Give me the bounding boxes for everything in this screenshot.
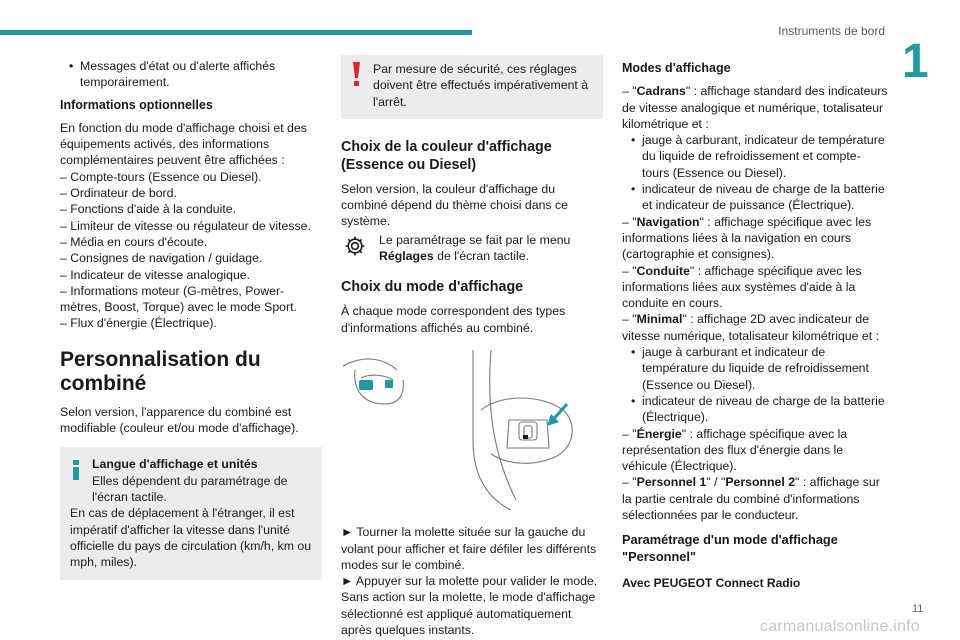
mode-conduite: – "Conduite" : affichage spécifique avec les informations liées aux systèmes d'aide à la conduite en cours. [622, 263, 862, 311]
warning-box [341, 55, 603, 119]
info-title: Langue d'affichage et unités [92, 457, 258, 472]
header-accent-bar [0, 30, 472, 35]
bullet-item: • indicateur de niveau de charge de la batterie et indicateur de puissance (Électrique). [631, 182, 885, 213]
warning-icon [353, 62, 361, 86]
customization-heading: Personnalisation du combiné [60, 347, 261, 395]
optional-info-list [60, 169, 322, 332]
column-1 [60, 58, 322, 580]
mode-choice-text: À chaque mode correspondent des types d'informations affichés au combiné. [341, 304, 566, 335]
bullet-item: • indicateur de niveau de charge de la batterie (Électrique). [631, 393, 885, 425]
list-item: – Consignes de navigation / guidage. [60, 251, 263, 266]
chapter-number: 1 [902, 35, 929, 88]
column-3 [622, 58, 888, 591]
mode-personnel: – "Personnel 1" / "Personnel 2" : affichage sur la partie centrale du combiné d'informations sélectionnées par le conducteur. [622, 475, 880, 523]
steering-wheel-illustration [341, 350, 603, 510]
info-icon [72, 460, 80, 480]
list-item: – Média en cours d'écoute. [60, 234, 208, 249]
bullet-item: • jauge à carburant et indicateur de température du liquide de refroidissement (Essence ou Diesel). [631, 345, 869, 392]
instruction-step: ► Appuyer sur la molette pour valider le mode. Sans action sur la molette, le mode d'affichage sélectionné est appliqué automatiquement après quelques instants. [341, 574, 598, 638]
list-item: – Fonctions d'aide à la conduite. [60, 202, 236, 217]
personal-mode-heading: Paramétrage d'un mode d'affichage "Personnel" [622, 532, 838, 564]
bullet-item: • Messages d'état ou d'alerte affichés temporairement. [69, 59, 276, 90]
display-modes-heading: Modes d'affichage [622, 61, 731, 75]
color-choice-heading: Choix de la couleur d'affichage (Essence ou Diesel) [341, 138, 552, 173]
mode-cadrans: – "Cadrans" : affichage standard des indicateurs de vitesse analogique et numérique, totalisateur kilométrique et : [622, 84, 888, 131]
column-2 [341, 58, 603, 638]
settings-note: Le paramétrage se fait par le menu Réglages de l'écran tactile. [341, 232, 603, 265]
warning-text: Par mesure de sécurité, ces réglages doivent être effectués impérativement à l'arrêt. [373, 62, 589, 109]
watermark: carmanualsonline.info [760, 618, 920, 635]
optional-info-heading: Informations optionnelles [60, 97, 213, 112]
customization-text: Selon version, l'apparence du combiné est modifiable (couleur et/ou mode d'affichage). [60, 404, 299, 436]
list-item: – Indicateur de vitesse analogique. [60, 267, 251, 282]
section-title: Instruments de bord [778, 24, 885, 38]
mode-navigation: – "Navigation" : affichage spécifique avec les informations liées à la navigation en cours (cartographie et consignes). [622, 214, 872, 262]
mode-minimal: – "Minimal" : affichage 2D avec indicateur de vitesse numérique, totalisateur kilométrique et : [622, 312, 879, 343]
list-item: – Ordinateur de bord. [60, 186, 177, 201]
color-choice-text: Selon version, la couleur d'affichage du combiné dépend du thème choisi dans ce système. [341, 181, 568, 229]
list-item: – Limiteur de vitesse ou régulateur de vitesse. [60, 218, 311, 233]
bullet-item: • jauge à carburant, indicateur de température du liquide de refroidissement et compte-tours (Essence ou Diesel). [631, 133, 885, 180]
list-item: – Flux d'énergie (Électrique). [60, 316, 217, 331]
list-item: – Informations moteur (G-mètres, Power-mètres, Boost, Torque) avec le mode Sport. [60, 283, 297, 315]
mode-energie: – "Énergie" : affichage spécifique avec la représentation des flux d'énergie dans le véhicule (Électrique). [622, 426, 848, 474]
page-number: 11 [912, 603, 924, 615]
radio-heading: Avec PEUGEOT Connect Radio [622, 575, 801, 590]
info-line: Elles dépendent du paramétrage de l'écran tactile. [92, 473, 288, 504]
info-box [60, 447, 322, 580]
gear-icon [343, 234, 367, 258]
list-item: – Compte-tours (Essence ou Diesel). [60, 169, 262, 184]
optional-info-intro: En fonction du mode d'affichage choisi et des équipements activés, des informations complémentaires peuvent être affichées : [60, 120, 307, 168]
instruction-step: ► Tourner la molette située sur la gauche du volant pour afficher et faire défiler les différents modes sur le combiné. [341, 525, 597, 572]
mode-choice-heading: Choix du mode d'affichage [341, 279, 524, 296]
info-line: En cas de déplacement à l'étranger, il est impératif d'afficher la vitesse dans l'unité officielle du pays de circulation (km/h, km ou mph, miles). [70, 506, 312, 570]
